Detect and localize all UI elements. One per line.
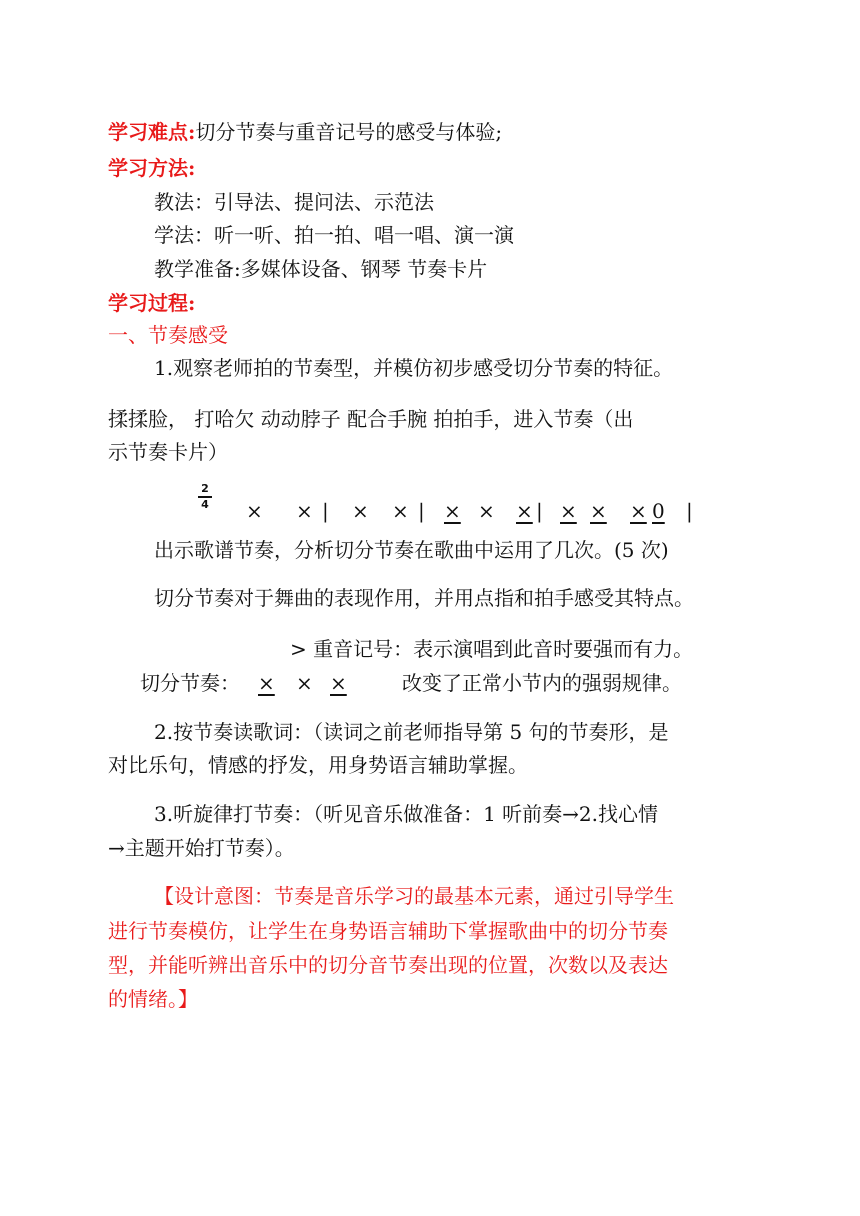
time-signature-bottom: 4 — [201, 497, 209, 511]
teaching-prep: 教学准备:多媒体设备、钢琴 节奏卡片 — [154, 257, 488, 281]
step-2-line-2: 对比乐句，情感的抒发，用身势语言辅助掌握。 — [108, 753, 528, 777]
difficulty-text: 切分节奏与重音记号的感受与体验; — [195, 120, 503, 144]
time-signature-top: 2 — [201, 482, 209, 495]
teaching-method: 教法：引导法、提问法、示范法 — [154, 190, 434, 214]
beat: × — [392, 499, 409, 523]
beat-eighth: × — [630, 499, 647, 523]
barline: | — [536, 499, 543, 523]
design-intent-line-4: 的情绪。】 — [108, 987, 198, 1011]
time-signature — [198, 483, 212, 511]
learning-method: 学法：听一听、拍一拍、唱一唱、演一演 — [154, 223, 514, 247]
barline: | — [322, 499, 329, 523]
accent-note: > 重音记号：表示演唱到此音时要强而有力。 — [290, 637, 694, 661]
beat: × — [246, 499, 263, 523]
beat: × — [352, 499, 369, 523]
step-1: 1.观察老师拍的节奏型，并模仿初步感受切分节奏的特征。 — [154, 356, 674, 380]
difficulty-line — [108, 117, 502, 147]
beat-eighth: × — [590, 499, 607, 523]
beat: × — [296, 499, 313, 523]
beat-eighth: × — [560, 499, 577, 523]
beat-eighth: × — [258, 671, 275, 695]
design-intent-line-3: 型，并能听辨出音乐中的切分音节奏出现的位置，次数以及表达 — [108, 953, 668, 977]
beat-eighth: × — [516, 499, 533, 523]
design-intent-line-1: 【设计意图：节奏是音乐学习的最基本元素，通过引导学生 — [154, 884, 674, 908]
design-intent-line-2: 进行节奏模仿，让学生在身势语言辅助下掌握歌曲中的切分节奏 — [108, 919, 668, 943]
rhythm-notation — [246, 496, 700, 526]
beat-eighth: × — [330, 671, 347, 695]
syncopation-label: 切分节奏： — [140, 671, 240, 695]
syncopation-rhythm — [258, 668, 354, 698]
rest-zero: 0 — [652, 499, 665, 523]
barline: | — [418, 499, 425, 523]
step-3-line-2: →主题开始打节奏）。 — [108, 836, 295, 860]
process-heading: 学习过程: — [108, 291, 196, 315]
beat: × — [296, 671, 313, 695]
syncopation-desc: 改变了正常小节内的强弱规律。 — [402, 671, 682, 695]
step-2-line-1: 2.按节奏读歌词：（读词之前老师指导第 5 句的节奏形，是 — [154, 720, 669, 744]
method-heading: 学习方法: — [108, 156, 196, 180]
warmup-line-2: 示节奏卡片） — [108, 440, 228, 464]
section-title: 一、节奏感受 — [108, 323, 228, 347]
show-score: 出示歌谱节奏，分析切分节奏在歌曲中运用了几次。(5 次) — [154, 538, 669, 562]
beat: × — [478, 499, 495, 523]
syncopation-line — [140, 668, 240, 698]
warmup-line-1: 揉揉脸， 打哈欠 动动脖子 配合手腕 拍拍手，进入节奏（出 — [108, 407, 634, 431]
barline: | — [686, 499, 693, 523]
step-3-line-1: 3.听旋律打节奏：（听见音乐做准备：1 听前奏→2.找心情 — [154, 802, 659, 826]
difficulty-label: 学习难点: — [108, 120, 196, 144]
beat-eighth: × — [444, 499, 461, 523]
syncopation-role: 切分节奏对于舞曲的表现作用，并用点指和拍手感受其特点。 — [154, 586, 694, 610]
